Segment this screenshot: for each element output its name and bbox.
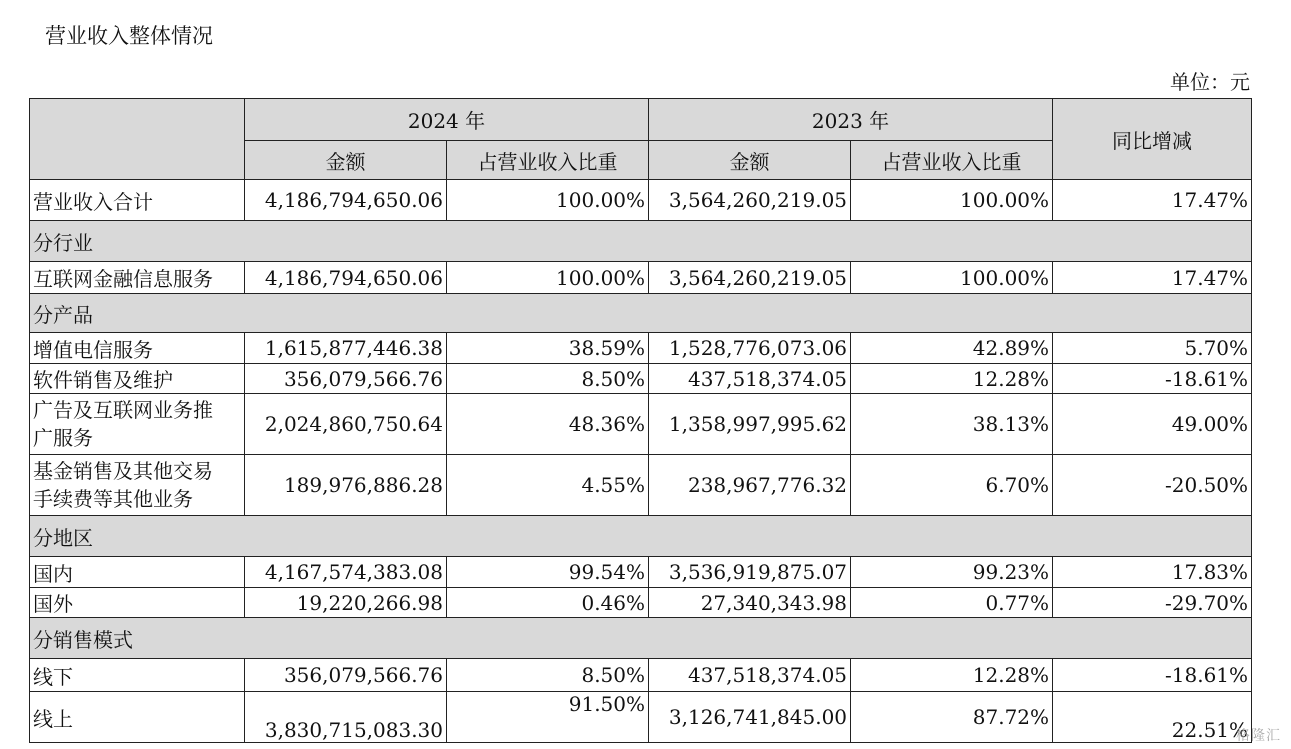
amount-2024: 4,186,794,650.06 <box>245 262 447 294</box>
amount-2023: 1,358,997,995.62 <box>649 394 851 455</box>
header-year-2023: 2023 年 <box>649 99 1053 141</box>
amount-2023: 238,967,776.32 <box>649 455 851 516</box>
watermark-logo: 格隆汇 <box>1236 728 1281 744</box>
amount-2023: 3,536,919,875.07 <box>649 557 851 588</box>
section-label: 分销售模式 <box>30 618 1252 659</box>
amount-2024: 356,079,566.76 <box>245 364 447 394</box>
amount-2024: 3,830,715,083.30 <box>245 692 447 743</box>
row-label: 互联网金融信息服务 <box>30 262 245 294</box>
page-title: 营业收入整体情况 <box>45 24 213 48</box>
row-label: 国内 <box>30 557 245 588</box>
ratio-2024: 48.36% <box>447 394 649 455</box>
amount-2024: 19,220,266.98 <box>245 588 447 618</box>
header-amount-2023: 金额 <box>649 141 851 180</box>
section-row <box>30 294 1252 333</box>
section-row <box>30 618 1252 659</box>
amount-2023: 3,126,741,845.00 <box>649 692 851 743</box>
yoy-change: 17.47% <box>1053 180 1252 221</box>
revenue-table <box>29 98 1252 743</box>
ratio-2023: 42.89% <box>851 333 1053 364</box>
table-row <box>30 364 1252 394</box>
ratio-2023: 6.70% <box>851 455 1053 516</box>
yoy-change: 22.51% <box>1053 692 1252 743</box>
table-row <box>30 262 1252 294</box>
yoy-change: -18.61% <box>1053 364 1252 394</box>
ratio-2023: 0.77% <box>851 588 1053 618</box>
ratio-2023: 38.13% <box>851 394 1053 455</box>
amount-2023: 27,340,343.98 <box>649 588 851 618</box>
yoy-change: -18.61% <box>1053 659 1252 692</box>
yoy-change: 17.47% <box>1053 262 1252 294</box>
ratio-2023: 100.00% <box>851 262 1053 294</box>
table-row <box>30 180 1252 221</box>
ratio-2023: 12.28% <box>851 659 1053 692</box>
amount-2023: 437,518,374.05 <box>649 659 851 692</box>
ratio-2023: 12.28% <box>851 364 1053 394</box>
section-row <box>30 516 1252 557</box>
ratio-2023: 87.72% <box>851 692 1053 743</box>
row-label: 软件销售及维护 <box>30 364 245 394</box>
ratio-2024: 8.50% <box>447 659 649 692</box>
ratio-2024: 38.59% <box>447 333 649 364</box>
table-row <box>30 659 1252 692</box>
yoy-change: -20.50% <box>1053 455 1252 516</box>
ratio-2024: 4.55% <box>447 455 649 516</box>
row-label: 国外 <box>30 588 245 618</box>
table-row <box>30 557 1252 588</box>
row-label: 线上 <box>30 692 245 743</box>
amount-2024: 189,976,886.28 <box>245 455 447 516</box>
header-year-2024: 2024 年 <box>245 99 649 141</box>
header-ratio-2024: 占营业收入比重 <box>447 141 649 180</box>
amount-2024: 356,079,566.76 <box>245 659 447 692</box>
table-row <box>30 455 1252 516</box>
table-row <box>30 333 1252 364</box>
table-row <box>30 588 1252 618</box>
ratio-2024: 99.54% <box>447 557 649 588</box>
row-label <box>30 455 245 516</box>
header-ratio-2023: 占营业收入比重 <box>851 141 1053 180</box>
yoy-change: 17.83% <box>1053 557 1252 588</box>
unit-label: 单位：元 <box>1170 70 1250 94</box>
row-label-line1: 广告及互联网业务推 <box>33 398 213 422</box>
row-label-line2: 广服务 <box>33 426 93 450</box>
section-label: 分行业 <box>30 221 1252 262</box>
amount-2023: 3,564,260,219.05 <box>649 262 851 294</box>
yoy-change: 5.70% <box>1053 333 1252 364</box>
amount-2024: 2,024,860,750.64 <box>245 394 447 455</box>
section-label: 分地区 <box>30 516 1252 557</box>
ratio-2024: 100.00% <box>447 262 649 294</box>
amount-2024: 4,167,574,383.08 <box>245 557 447 588</box>
row-label: 营业收入合计 <box>30 180 245 221</box>
header-blank <box>30 99 245 180</box>
amount-2024: 1,615,877,446.38 <box>245 333 447 364</box>
ratio-2024: 100.00% <box>447 180 649 221</box>
ratio-2024: 91.50% <box>447 692 649 743</box>
row-label <box>30 394 245 455</box>
row-label: 增值电信服务 <box>30 333 245 364</box>
section-row <box>30 221 1252 262</box>
section-label: 分产品 <box>30 294 1252 333</box>
amount-2023: 1,528,776,073.06 <box>649 333 851 364</box>
yoy-change: 49.00% <box>1053 394 1252 455</box>
ratio-2023: 100.00% <box>851 180 1053 221</box>
ratio-2024: 8.50% <box>447 364 649 394</box>
table-row <box>30 394 1252 455</box>
amount-2023: 437,518,374.05 <box>649 364 851 394</box>
amount-2023: 3,564,260,219.05 <box>649 180 851 221</box>
ratio-2023: 99.23% <box>851 557 1053 588</box>
row-label-line1: 基金销售及其他交易 <box>33 459 213 483</box>
row-label: 线下 <box>30 659 245 692</box>
ratio-2024: 0.46% <box>447 588 649 618</box>
header-yoy: 同比增减 <box>1053 99 1252 180</box>
header-amount-2024: 金额 <box>245 141 447 180</box>
table-row <box>30 692 1252 743</box>
amount-2024: 4,186,794,650.06 <box>245 180 447 221</box>
yoy-change: -29.70% <box>1053 588 1252 618</box>
row-label-line2: 手续费等其他业务 <box>33 487 193 511</box>
